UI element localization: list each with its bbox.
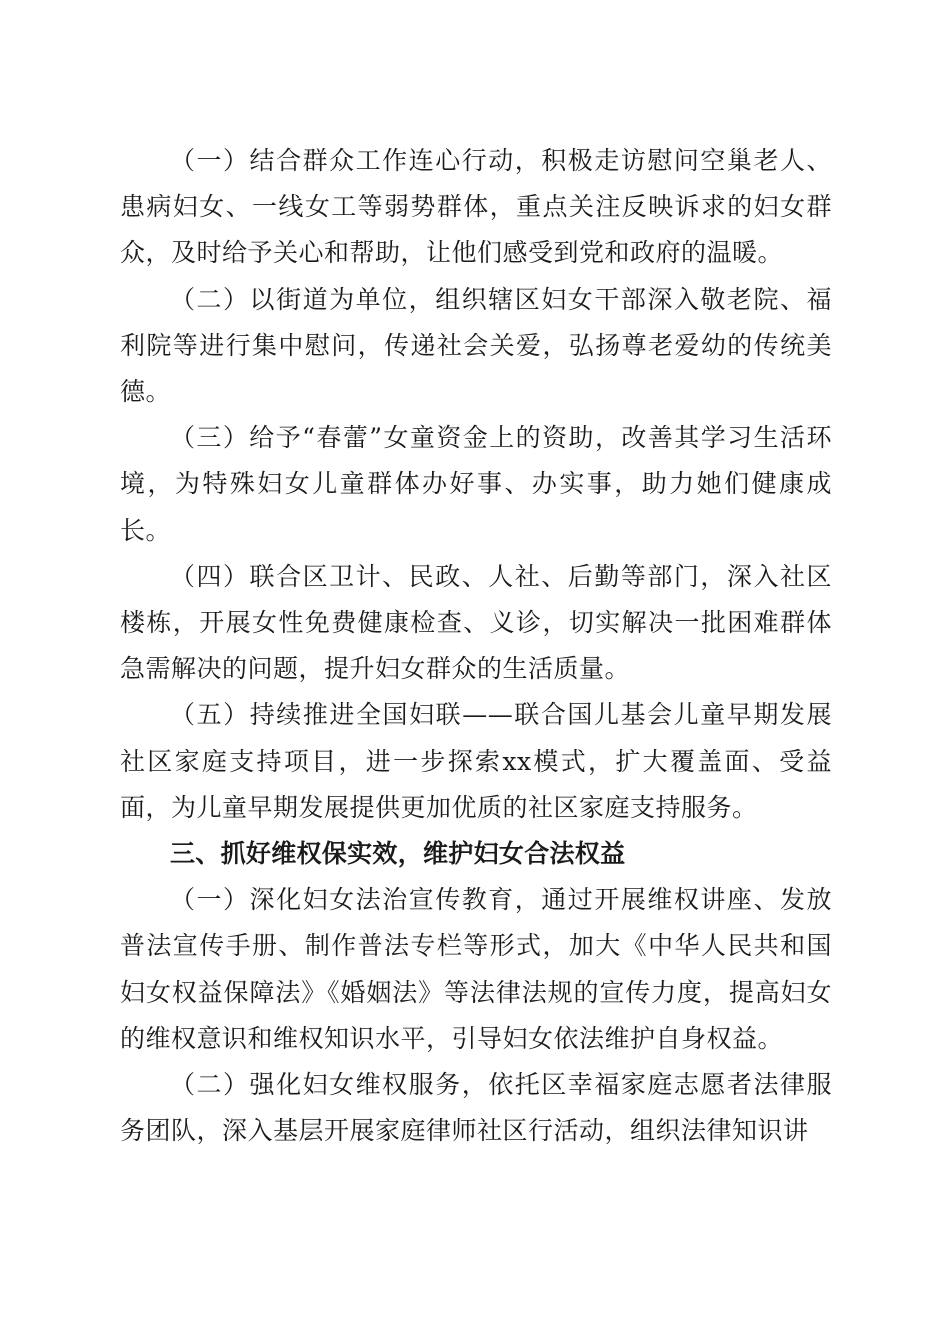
paragraph-rights-services: （二）强化妇女维权服务，依托区幸福家庭志愿者法律服务团队，深入基层开展家庭律师社区行活动，组织法律知识讲	[120, 1070, 832, 1146]
paragraph-visit-vulnerable-groups: （一）结合群众工作连心行动，积极走访慰问空巢老人、患病妇女、一线女工等弱势群体，重点关注反映诉求的妇女群众，及时给予关心和帮助，让他们感受到党和政府的温暖。	[120, 146, 832, 268]
paragraph-legal-education: （一）深化妇女法治宣传教育，通过开展维权讲座、发放普法宣传手册、制作普法专栏等形式，加大《中华人民共和国妇女权益保障法》《婚姻法》等法律法规的宣传力度，提高妇女的维权意识和维权知识水平，引导妇女依法维护自身权益。	[120, 885, 832, 1053]
document-body	[120, 138, 832, 1154]
paragraph-early-childhood-project: （五）持续推进全国妇联——联合国儿基会儿童早期发展社区家庭支持项目，进一步探索xx模式，扩大覆盖面、受益面，为儿童早期发展提供更加优质的社区家庭支持服务。	[120, 700, 832, 822]
paragraph-nursing-home-visits: （二）以街道为单位，组织辖区妇女干部深入敬老院、福利院等进行集中慰问，传递社会关爱，弘扬尊老爱幼的传统美德。	[120, 284, 832, 407]
paragraph-chunlei-girls-funding: （三）给予“春蕾”女童资金上的资助，改善其学习生活环境，为特殊妇女儿童群体办好事、办实事，助力她们健康成长。	[120, 423, 832, 545]
paragraph-free-health-checks: （四）联合区卫计、民政、人社、后勤等部门，深入社区楼栋，开展女性免费健康检查、义诊，切实解决一批困难群体急需解决的问题，提升妇女群众的生活质量。	[120, 561, 832, 684]
section-heading-rights-protection: 三、抓好维权保实效，维护妇女合法权益	[170, 839, 626, 869]
